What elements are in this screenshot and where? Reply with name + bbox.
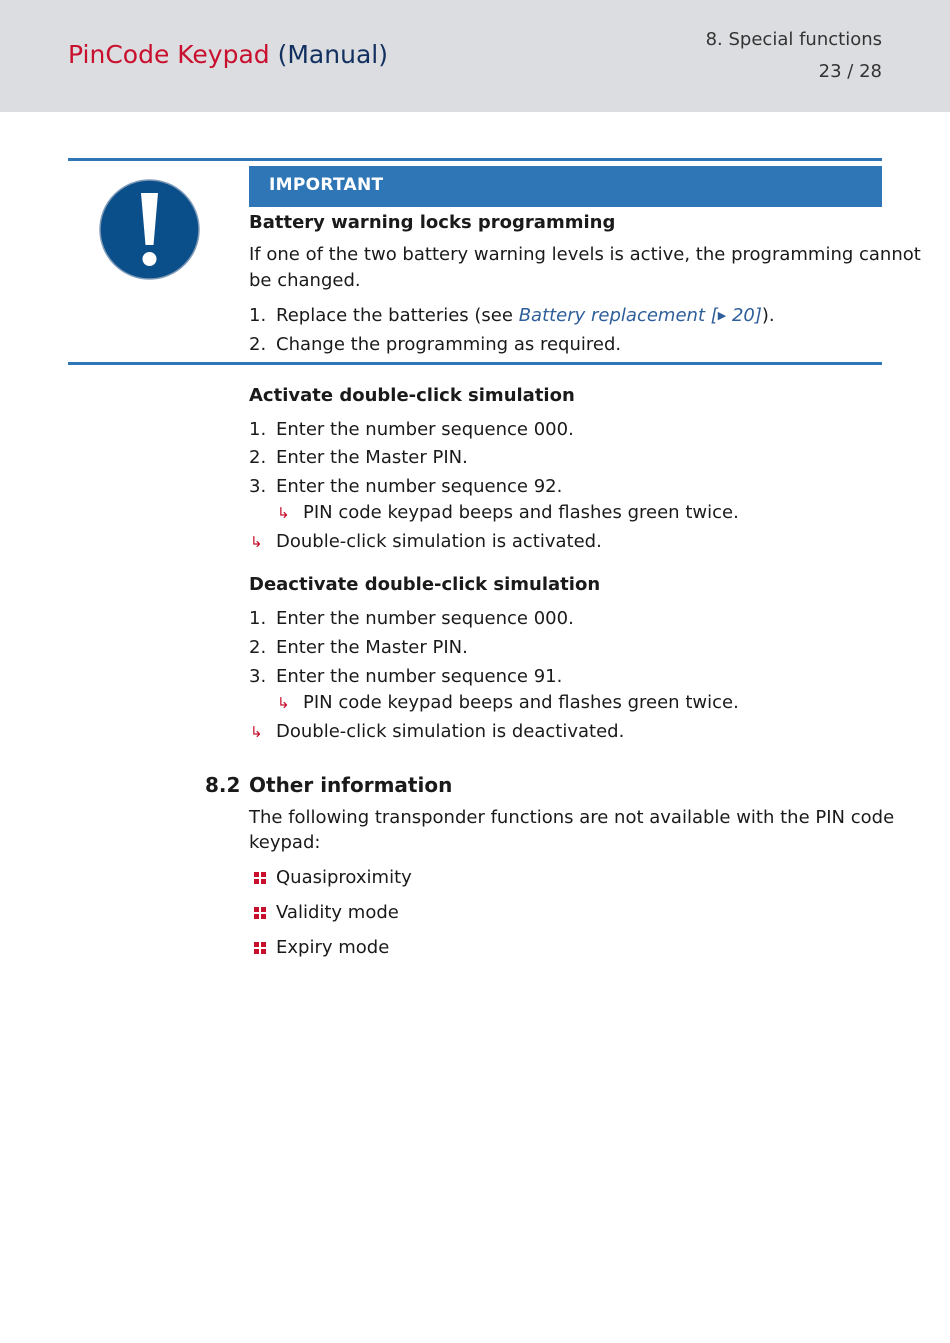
step-number: 2. [249,637,267,658]
step-text: ). [761,305,775,326]
document-title-product: PinCode Keypad [68,40,270,69]
step-number: 1. [249,305,267,326]
step-number: 3. [249,666,267,687]
deactivate-heading: Deactivate double-click simulation [249,574,601,595]
document-title [68,40,388,69]
caret-right-icon: ▶ [717,309,727,322]
bullet-icon [254,872,267,885]
bullet-icon [254,907,267,920]
battery-replacement-link[interactable] [519,305,762,326]
step-text: Replace the batteries (see [276,305,519,326]
chapter-title: 8. Special functions [705,29,882,50]
list-item: Expiry mode [276,937,390,958]
document-title-type: (Manual) [277,40,388,69]
notice-bottom-rule [68,362,882,365]
deactivate-sub-result: PIN code keypad beeps and flashes green twice. [303,692,739,713]
notice-label-bar [249,166,882,207]
activate-heading: Activate double-click simulation [249,385,575,406]
deactivate-step: Enter the number sequence 91. [276,666,563,687]
section-body-line: keypad: [249,832,321,853]
activate-sub-result: PIN code keypad beeps and flashes green twice. [303,502,739,523]
exclamation-circle-icon [99,179,200,280]
notice-top-rule [68,158,882,161]
notice-step [276,305,775,326]
activate-step: Enter the number sequence 92. [276,476,563,497]
step-number: 1. [249,608,267,629]
notice-step: Change the programming as required. [276,334,622,355]
notice-heading: Battery warning locks programming [249,212,616,233]
page-number: 23 / 28 [818,61,882,82]
result-arrow-icon: ↳ [250,723,263,741]
deactivate-step: Enter the Master PIN. [276,637,468,658]
activate-result: Double-click simulation is activated. [276,531,602,552]
notice-label: IMPORTANT [269,175,384,195]
notice-body-line: If one of the two battery warning levels is active, the programming cannot [249,244,921,265]
result-arrow-icon: ↳ [277,694,290,712]
section-body-line: The following transponder functions are not available with the PIN code [249,807,895,828]
step-number: 2. [249,334,267,355]
list-item: Quasiproximity [276,867,412,888]
step-number: 2. [249,447,267,468]
list-item: Validity mode [276,902,399,923]
link-text: Battery replacement [ [518,305,718,326]
page-header [0,0,950,112]
notice-body-line: be changed. [249,270,361,291]
result-arrow-icon: ↳ [250,533,263,551]
section-title: Other information [249,773,453,797]
bullet-icon [254,942,267,955]
activate-step: Enter the number sequence 000. [276,419,574,440]
activate-step: Enter the Master PIN. [276,447,468,468]
deactivate-step: Enter the number sequence 000. [276,608,574,629]
step-number: 1. [249,419,267,440]
section-number: 8.2 [205,773,241,797]
deactivate-result: Double-click simulation is deactivated. [276,721,625,742]
link-page: 20] [726,305,762,326]
step-number: 3. [249,476,267,497]
result-arrow-icon: ↳ [277,504,290,522]
